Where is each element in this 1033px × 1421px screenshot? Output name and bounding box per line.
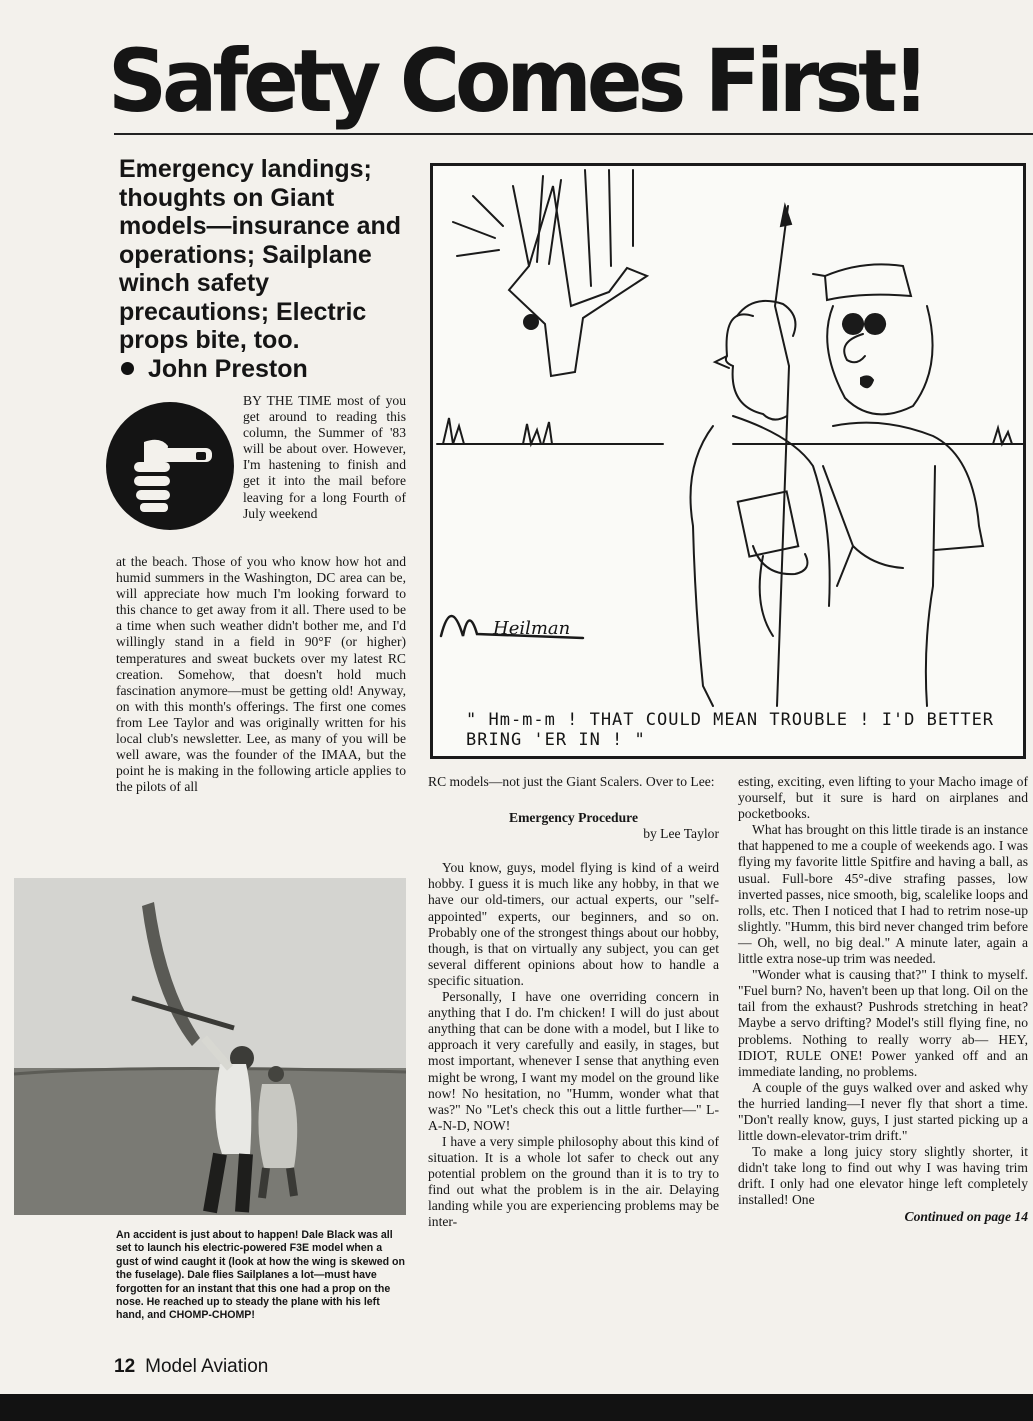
- article-deck: Emergency landings; thoughts on Giant models—insurance and operations; Sailplane winch safety precautions; Electric props bite, too.: [119, 155, 402, 354]
- page-number: 12: [114, 1356, 136, 1377]
- article-title: Safety Comes First!: [108, 32, 925, 132]
- bullet-icon: [121, 362, 134, 375]
- scan-border: [0, 1394, 1033, 1421]
- body-paragraph: A couple of the guys walked over and asked why the hurried landing—I never fly that short a time. "Don't really know, guys, I just started picking up a little down-elevator-trim drift.": [738, 1079, 1028, 1144]
- continued-note: Continued on page 14: [904, 1208, 1028, 1224]
- cartoon-panel: [430, 163, 1026, 759]
- column-3: [738, 774, 1028, 1225]
- author-name: John Preston: [148, 355, 308, 383]
- cartoon-drawing: [433, 166, 1023, 756]
- body-paragraph: I have a very simple philosophy about this kind of situation. It is a whole lot safer to check out any potential problem on the ground than it is to try to find out what the problem is in the air. Delaying landing while you are experiencing problems may be inter-: [428, 1133, 719, 1230]
- launch-photo: [14, 878, 406, 1215]
- section-byline: by Lee Taylor: [643, 826, 719, 842]
- photo-scene: [14, 878, 406, 1215]
- cartoonist-signature: Heilman: [493, 618, 571, 639]
- author-byline: [119, 355, 419, 383]
- body-paragraph: "Wonder what is causing that?" I think to myself. "Fuel burn? No, haven't been up that long. Oil on the tail from the exhaust? Pushrods stretching in heat? Maybe a servo drifting? Model's still flying fine, no problems. Nothing to really worry ab— HEY, IDIOT, RULE ONE! Power yanked off and an immediate landing, no problems.: [738, 967, 1028, 1079]
- body-paragraph: What has brought on this little tirade is an instance that happened to me a couple of weekends ago. I was flying my favorite little Spitfire and having a ball, as usual. Full-bore 45°-dive strafing passes, low inverted passes, nice smooth, big, scalelike loops and rolls, etc. Then I noticed that I had to retrim nose-up slightly. "Humm, this bird never changed trim before— Oh, well, no big deal." A minute later, again a little extra nose-up trim was needed.: [738, 822, 1028, 967]
- publication-name: Model Aviation: [145, 1356, 269, 1377]
- lead-paragraph: RC models—not just the Giant Scalers. Over to Lee:: [428, 774, 715, 789]
- intro-paragraph-part1: BY THE TIME most of you get around to reading this column, the Summer of '83 will be about over. However, I'm hastening to finish and get it into the mail before leaving for a long Fourth of July weekend: [243, 393, 406, 521]
- intro-paragraph-part2: at the beach. Those of you who know how hot and humid summers in the Washington, DC area can be, will appreciate how much I'm looking forward to this chance to get away from it all. There used to be a time when such weather didn't bother me, and I'd willingly stand in a field in 90°F (or higher) temperatures and sweat buckets over my latest RC creation. Somehow, that doesn't hold much fascination anymore—must be getting old! Anyway, on with this month's offerings. The first one comes from Lee Taylor and was originally written for his local club's newsletter. Lee, as many of you will be well aware, was the founder of the IMAA, but the point he is making in the following article applies to the pilots of all: [116, 554, 406, 795]
- body-paragraph: To make a long juicy story slightly shorter, it didn't take long to find out why I was having trim drift. I only had one elevator hinge left completely installed! One: [738, 1144, 1028, 1208]
- photo-caption: An accident is just about to happen! Dale Black was all set to launch his electric-powered F3E model when a gust of wind caught it (look at how the wing is skewed on the fuselage). Dale flies Sailplanes a lot—must have forgotten for an instant that this one had a prop on the nose. He reached up to steady the plane with his left hand, and CHOMP-CHOMP!: [116, 1229, 405, 1322]
- body-paragraph: You know, guys, model flying is kind of a weird hobby. I guess it is much like any hobby, in that we have our old-timers, our actual experts, our "self-appointed" experts, our beginners, and so on. Probably one of the strongest things about our hobby, though, is that on virtually any subject, you can get several different opinions about how to handle a specific situation.: [428, 860, 719, 988]
- body-paragraph: esting, exciting, even lifting to your Macho image of yourself, but it sure is hard on airplanes and pocketbooks.: [738, 774, 1028, 822]
- title-rule: [114, 133, 1033, 135]
- column-2: [428, 774, 719, 1230]
- cartoon-caption: " Hm-m-m ! THAT COULD MEAN TROUBLE ! I'D BETTER BRING 'ER IN ! ": [466, 710, 995, 750]
- page-footer: [114, 1356, 268, 1378]
- body-paragraph: Personally, I have one overriding concern in anything that I do. I'm chicken! I will do just about anything that can be done with a model, but I like to approach it very carefully and easily, in stages, but most important, whenever I sense that anything even might be wrong, I want my model on the ground like now! No hesitation, no "Humm, wonder what that was?" No "Let's check this out a little further—" L-A-N-D, NOW!: [428, 989, 719, 1133]
- section-title: Emergency Procedure: [509, 810, 638, 826]
- pointing-fist-icon: [104, 400, 236, 532]
